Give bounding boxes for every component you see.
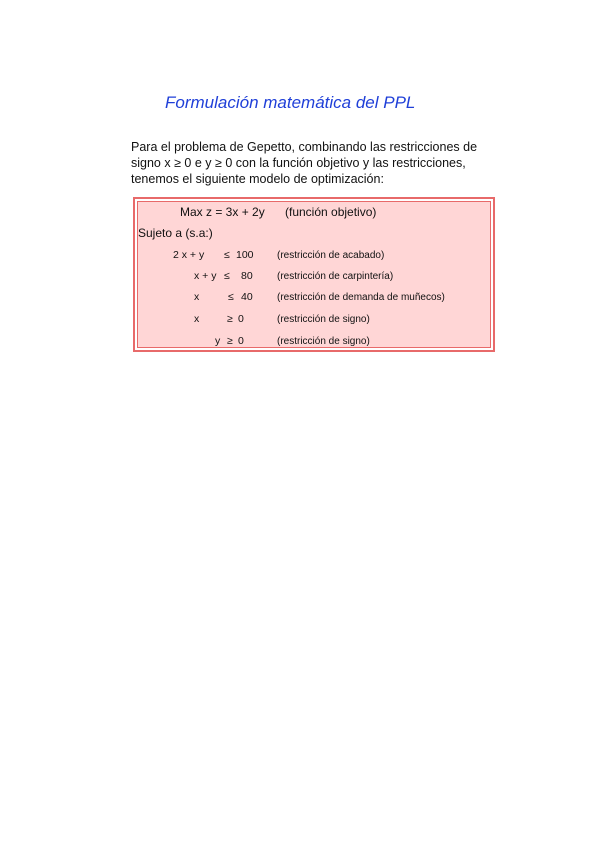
- constraint-4-expression: x: [194, 313, 200, 325]
- intro-line-1: Para el problema de Gepetto, combinando las restricciones de: [131, 140, 478, 154]
- objective-function: Max z = 3x + 2y: [180, 205, 265, 219]
- constraint-2-description: (restricción de carpintería): [277, 271, 394, 282]
- constraint-1-operator: ≤: [224, 249, 230, 261]
- constraint-2-rhs: 80: [241, 270, 253, 282]
- intro-paragraph: [131, 139, 501, 187]
- intro-line-2: signo x ≥ 0 e y ≥ 0 con la función objetivo y las restricciones,: [131, 156, 466, 170]
- constraint-1-expression: 2 x + y: [173, 249, 205, 261]
- constraint-3-description: (restricción de demanda de muñecos): [277, 292, 445, 303]
- page-title: Formulación matemática del PPL: [165, 93, 416, 112]
- subject-to-label: Sujeto a (s.a:): [138, 226, 213, 240]
- constraint-3-expression: x: [194, 291, 200, 303]
- constraint-5-expression: y: [215, 335, 221, 347]
- constraint-5-rhs: 0: [238, 335, 244, 347]
- constraint-4-rhs: 0: [238, 313, 244, 325]
- constraint-4-operator: ≥: [227, 313, 233, 325]
- optimization-model-box: [133, 197, 495, 352]
- constraint-1-rhs: 100: [236, 249, 254, 261]
- constraint-5-description: (restricción de signo): [277, 336, 370, 347]
- constraint-2-expression: x + y: [194, 270, 217, 282]
- intro-line-3: tenemos el siguiente modelo de optimización:: [131, 172, 384, 186]
- constraint-5-operator: ≥: [227, 335, 233, 347]
- constraint-1-description: (restricción de acabado): [277, 250, 385, 261]
- constraint-3-rhs: 40: [241, 291, 253, 303]
- constraint-2-operator: ≤: [224, 270, 230, 282]
- objective-description: (función objetivo): [285, 205, 377, 219]
- constraint-4-description: (restricción de signo): [277, 314, 370, 325]
- constraint-3-operator: ≤: [228, 291, 234, 303]
